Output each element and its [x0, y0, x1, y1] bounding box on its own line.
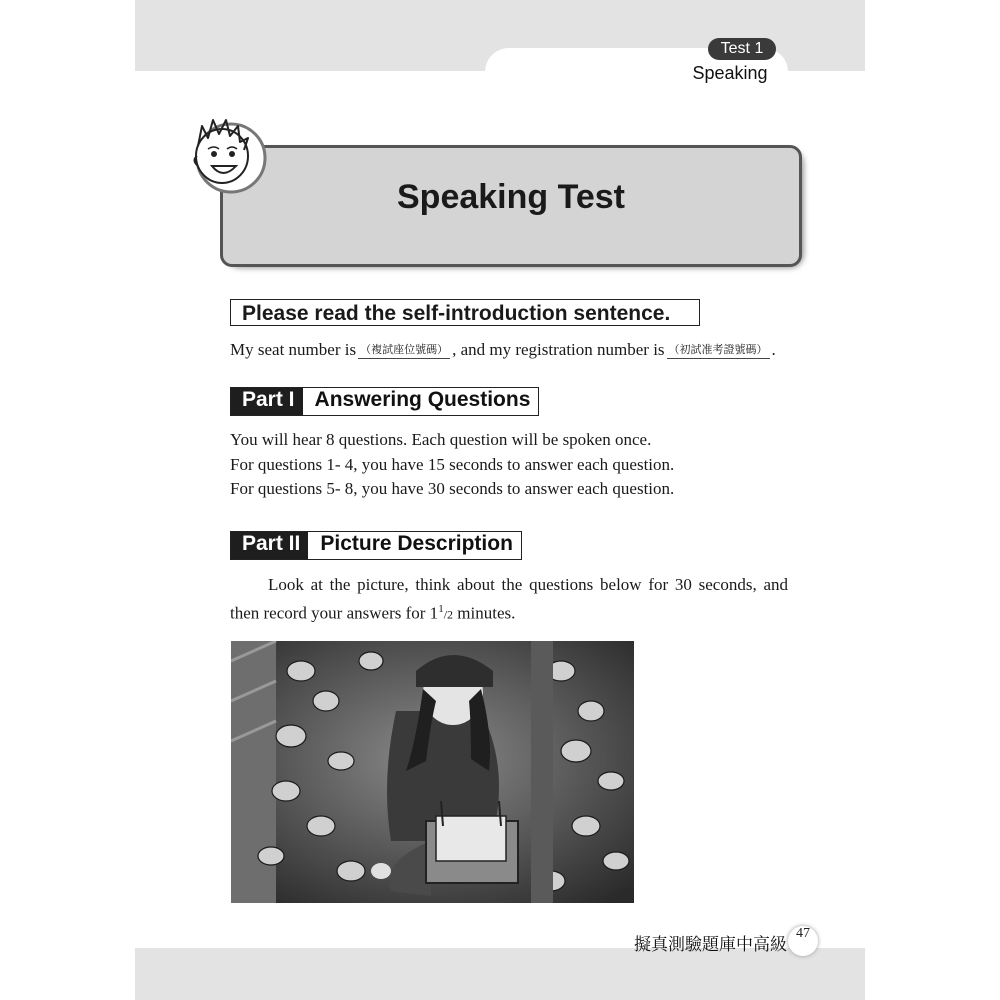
part1-line: For questions 1- 4, you have 15 seconds to answer each question.	[230, 454, 675, 474]
part2-number: Part II	[231, 532, 308, 559]
page-number: 47	[788, 926, 818, 956]
intro-text-a: My seat number is	[230, 340, 357, 359]
part2-text-end: minutes.	[453, 603, 516, 623]
part2-text: Look at the picture, think about the questions below for 30 seconds, and then record your answers for 1	[230, 575, 788, 623]
part1-heading	[230, 387, 539, 416]
part2-instructions	[230, 572, 788, 628]
strawberry-picking-photo	[231, 641, 634, 903]
cartoon-face-icon	[186, 116, 268, 194]
part2-name: Picture Description	[308, 532, 521, 559]
part1-name: Answering Questions	[303, 388, 539, 415]
part2-heading	[230, 531, 522, 560]
intro-text-b: , and my registration number is	[452, 340, 665, 359]
intro-heading: Please read the self-introduction sentence.	[230, 299, 700, 326]
part1-number: Part I	[231, 388, 303, 415]
book-title: 擬真測驗題庫中高級	[634, 935, 787, 955]
seat-number-blank: （複試座位號碼）	[358, 341, 450, 359]
footer-band	[135, 948, 865, 1000]
fraction-numerator: 1	[438, 603, 444, 615]
registration-number-blank: （初試准考證號碼）	[667, 341, 770, 359]
part1-instructions	[230, 428, 790, 502]
part1-line: You will hear 8 questions. Each question will be spoken once.	[230, 430, 652, 449]
self-intro-sentence	[230, 340, 776, 360]
page-title: Speaking Test	[397, 178, 625, 216]
intro-text-c: .	[771, 340, 776, 359]
part1-line: For questions 5- 8, you have 30 seconds to answer each question.	[230, 479, 675, 498]
fraction-denominator: /2	[443, 607, 454, 622]
section-label: Speaking	[692, 63, 768, 83]
test-label: Test 1	[708, 38, 776, 60]
